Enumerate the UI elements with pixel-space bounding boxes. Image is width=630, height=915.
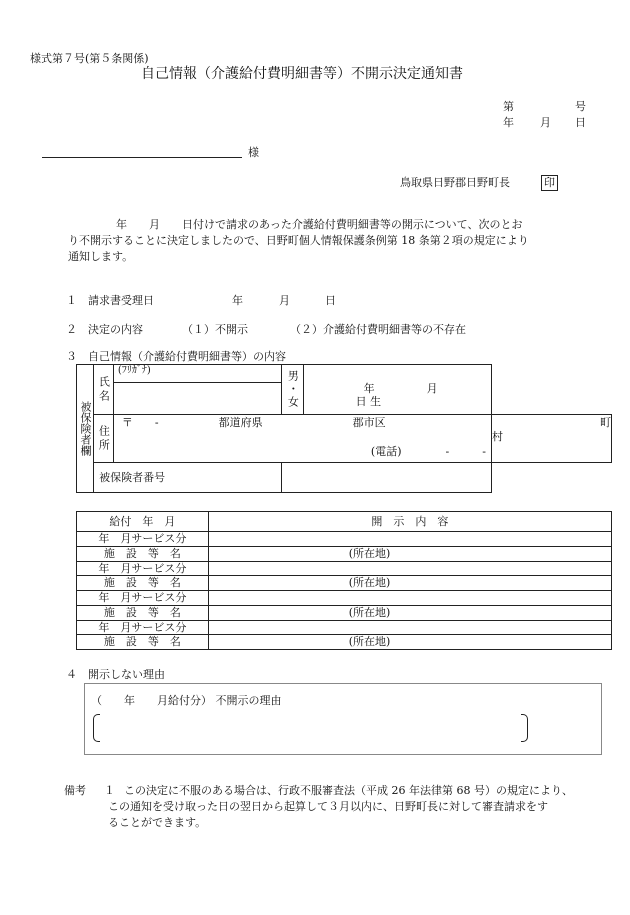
insured-number-value-cell: [282, 463, 492, 493]
facility-name-4: 施 設 等 名: [77, 635, 209, 650]
service-period-4: 年 月サービス分: [77, 620, 209, 635]
service-period-2: 年 月サービス分: [77, 561, 209, 576]
intro-line-2: り不開示することに決定しましたので、日野町個人情報保護条例第 18 条第２項の規定により: [68, 234, 529, 247]
service-content-4: [208, 620, 611, 635]
address-label-cell: [94, 415, 114, 463]
note-number: １: [104, 784, 115, 797]
service-content-2: [208, 561, 611, 576]
issuer: 鳥取県日野郡日野町長: [400, 176, 510, 189]
form-number: 様式第７号(第５条関係): [30, 52, 149, 65]
reason-bracket-left: [93, 714, 100, 742]
item1-year: 年: [232, 294, 243, 307]
addressee-suffix: 様: [248, 146, 259, 159]
location-label-2: (所在地): [348, 576, 391, 590]
item3-number: ３: [66, 350, 77, 363]
note-line-3: ることができます。: [108, 816, 207, 829]
note-label: 備考: [64, 784, 86, 797]
location-label-3: (所在地): [348, 605, 391, 619]
reason-box: [84, 683, 602, 755]
insured-number-label-cell: [94, 463, 282, 493]
reason-bracket-right: [521, 714, 528, 742]
name-label-cell: [94, 365, 114, 415]
name-value-cell: [113, 383, 281, 415]
facility-location-2: [208, 576, 611, 591]
item1-month: 月: [279, 294, 290, 307]
item2-label: 決定の内容: [88, 323, 143, 336]
service-table: [76, 511, 612, 650]
furigana-cell: [113, 365, 281, 383]
postal-code: 〒 -: [121, 416, 159, 429]
intro-line-1: 年 月 日付けで請求のあった介護給付費明細書等の開示について、次のとお: [116, 218, 523, 231]
birth-cell: [303, 365, 491, 415]
prefecture-label: 都道府県: [218, 416, 263, 429]
date-day: 日: [575, 116, 586, 129]
city-label: 郡市区: [352, 416, 386, 429]
item1-number: １: [66, 294, 77, 307]
birth-day: 日 生: [355, 395, 382, 409]
reason-heading: （ 年 月給付分） 不開示の理由: [91, 694, 282, 707]
facility-location-4: [208, 635, 611, 650]
name-label: 氏名: [97, 375, 111, 404]
facility-name-2: 施 設 等 名: [77, 576, 209, 591]
seal-stamp: 印: [541, 175, 558, 191]
item4-number: ４: [66, 668, 77, 681]
gender-cell: [282, 365, 303, 415]
town-label: 町村: [492, 416, 611, 443]
furigana-label: (ﾌﾘｶﾞﾅ): [117, 365, 151, 376]
address-label: 住所: [97, 424, 111, 453]
date-year: 年: [503, 116, 514, 129]
service-head-right: 開 示 内 容: [208, 512, 611, 532]
town-cell: [492, 415, 612, 463]
service-period-3: 年 月サービス分: [77, 591, 209, 606]
doc-number-go: 号: [575, 100, 586, 113]
birth-year: 年: [363, 381, 375, 395]
facility-name-1: 施 設 等 名: [77, 546, 209, 561]
date-month: 月: [540, 116, 551, 129]
location-label-4: (所在地): [348, 635, 391, 649]
item1-label: 請求書受理日: [88, 294, 154, 307]
phone-label: (電話) - -: [370, 445, 486, 458]
insured-info-table: [76, 364, 612, 493]
service-content-3: [208, 591, 611, 606]
service-period-1: 年 月サービス分: [77, 532, 209, 547]
facility-location-1: [208, 546, 611, 561]
addressee-line: [42, 157, 242, 158]
item2-option-2: （２）介護給付費明細書等の不存在: [290, 323, 466, 336]
intro-line-3: 通知します。: [68, 250, 134, 263]
doc-number-dai: 第: [503, 100, 514, 113]
birth-month: 月: [426, 381, 438, 395]
item3-label: 自己情報（介護給付費明細書等）の内容: [88, 350, 286, 363]
facility-name-3: 施 設 等 名: [77, 605, 209, 620]
service-head-left: 給付 年 月: [77, 512, 209, 532]
item2-number: ２: [66, 323, 77, 336]
facility-location-3: [208, 605, 611, 620]
item1-day: 日: [325, 294, 336, 307]
service-content-1: [208, 532, 611, 547]
gender-label: 男・女: [286, 370, 300, 409]
insured-side-label: 被保険者欄: [79, 401, 93, 456]
item4-label: 開示しない理由: [88, 668, 165, 681]
note-line-1: この決定に不服のある場合は、行政不服審査法（平成 26 年法律第 68 号）の規定により、: [124, 784, 573, 797]
note-line-2: この通知を受け取った日の翌日から起算して３月以内に、日野町長に対して審査請求をす: [108, 800, 548, 813]
item2-option-1: （１）不開示: [182, 323, 248, 336]
location-label-1: (所在地): [348, 546, 391, 560]
insured-side-label-cell: [77, 365, 94, 493]
address-cell: [113, 415, 491, 463]
page-title: 自己情報（介護給付費明細書等）不開示決定通知書: [141, 66, 463, 82]
insured-number-label: 被保険者番号: [99, 470, 166, 484]
